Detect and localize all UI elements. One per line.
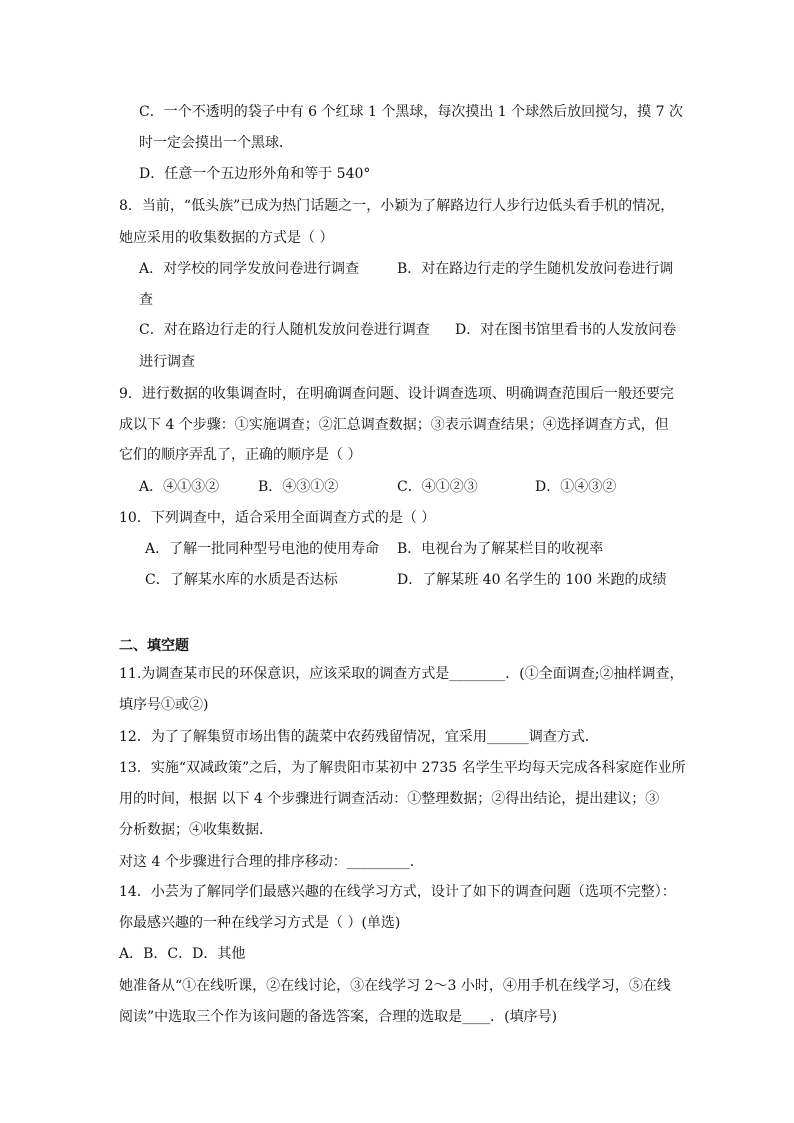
q8-stem-line1: 8．当前，“低头族”已成为热门话题之一，小颖为了解路边行人步行边低头看手机的情况，: [119, 198, 675, 214]
q9-stem-line1: 9．进行数据的收集调查时，在明确调查问题、设计调查选项、明确调查范围后一般还要完: [119, 386, 674, 402]
q10-option-d: D．了解某班 40 名学生的 100 米跑的成绩: [397, 572, 667, 588]
q10-stem: 10．下列调查中，适合采用全面调查方式的是（ ）: [119, 510, 436, 526]
q13-line1: 13．实施“双减政策”之后，为了解贵阳市某初中 2735 名学生平均每天完成各科家庭作业所: [119, 760, 686, 776]
q7-option-c-line2: 时一定会摸出一个黑球．: [139, 135, 293, 151]
q10-option-a: A．了解一批同种型号电池的使用寿命: [145, 541, 380, 557]
q9-option-a: A．④①③②: [139, 479, 220, 495]
q8-stem-line2: 她应采用的收集数据的方式是（ ）: [119, 230, 334, 246]
q7-option-d: D．任意一个五边形外角和等于 540°: [139, 166, 371, 182]
q13-line3: 分析数据；④收集数据．: [119, 822, 273, 838]
q9-stem-line3: 它们的顺序弄乱了，正确的顺序是（ ）: [119, 447, 362, 463]
q14-line4: 她准备从“①在线听课，②在线讨论，③在线学习 2～3 小时，④用手机在线学习，⑤在线: [119, 978, 671, 994]
q13-line4: 对这 4 个步骤进行合理的排序移动：_________．: [119, 854, 424, 870]
q7-option-c-line1: C．一个不透明的袋子中有 6 个红球 1 个黑球，每次摸出 1 个球然后放回搅匀，摸 7 次: [139, 104, 683, 120]
q12-line1: 12．为了了解集贸市场出售的蔬菜中农药残留情况，宜采用______调查方式．: [119, 729, 599, 745]
q8-option-b-line1: B．对在路边行走的学生随机发放问卷进行调: [397, 261, 674, 277]
q9-option-b: B．④③①②: [258, 479, 339, 495]
q9-stem-line2: 成以下 4 个步骤：①实施调查；②汇总调查数据；③表示调查结果；④选择调查方式，但: [119, 417, 669, 433]
q11-line2: 填序号①或②): [119, 697, 209, 713]
section-title-fill-in: 二、填空题: [119, 638, 189, 654]
q13-line2: 用的时间，根据 以下 4 个步骤进行调查活动：①整理数据；②得出结论，提出建议；③: [119, 791, 660, 807]
q14-line3: A．B．C．D．其他: [119, 946, 246, 962]
q8-option-a: A．对学校的同学发放问卷进行调查: [139, 261, 360, 277]
q14-line5: 阅读”中选取三个作为该问题的备选答案，合理的选取是____．(填序号): [119, 1009, 558, 1025]
q9-option-d: D．①④③②: [535, 479, 617, 495]
q14-line2: 你最感兴趣的一种在线学习方式是（ ）(单选): [119, 915, 401, 931]
q8-option-c: C．对在路边行走的行人随机发放问卷进行调查: [139, 322, 430, 338]
q10-option-c: C．了解某水库的水质是否达标: [145, 572, 338, 588]
q8-option-d-line1: D．对在图书馆里看书的人发放问卷: [455, 322, 677, 338]
q8-option-b-line2: 查: [139, 292, 153, 308]
q11-line1: 11.为调查某市民的环保意识，应该采取的调查方式是________．(①全面调查;②抽样调查，: [119, 666, 684, 682]
q10-option-b: B．电视台为了解某栏目的收视率: [397, 541, 604, 557]
q9-option-c: C．④①②③: [397, 479, 478, 495]
q14-line1: 14．小芸为了解同学们最感兴趣的在线学习方式，设计了如下的调查问题（选项不完整）：: [119, 884, 676, 900]
q8-option-d-line2: 进行调查: [139, 354, 195, 370]
